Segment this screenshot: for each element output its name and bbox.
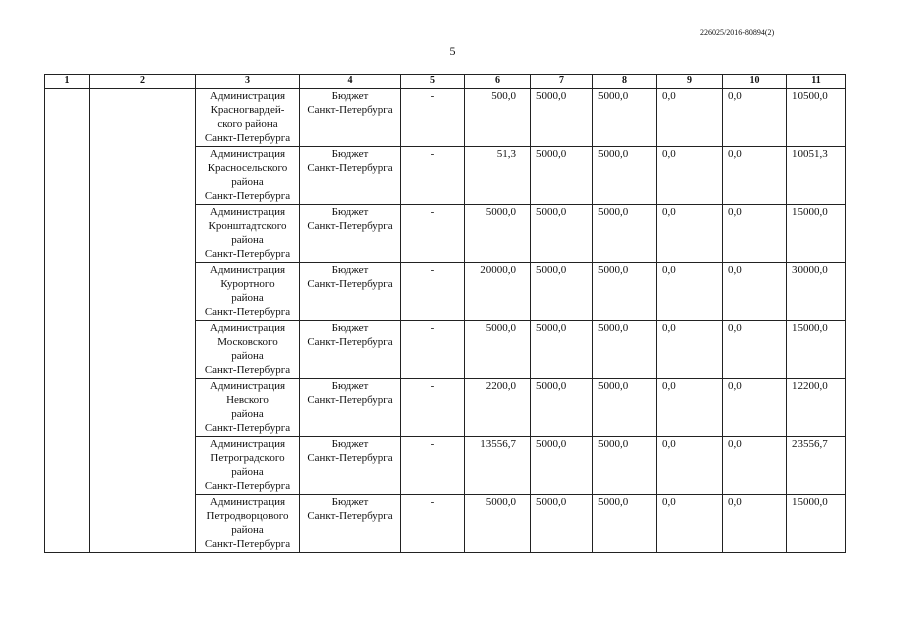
cell-col2 xyxy=(90,437,196,495)
cell-col8: 5000,0 xyxy=(593,379,657,437)
column-header: 1 xyxy=(45,75,90,89)
column-header: 8 xyxy=(593,75,657,89)
table-row xyxy=(45,437,846,495)
cell-organization xyxy=(196,89,300,147)
header-row xyxy=(45,75,846,89)
cell-col9: 0,0 xyxy=(657,495,723,553)
cell-organization xyxy=(196,379,300,437)
budget-table xyxy=(44,74,846,553)
cell-col8: 5000,0 xyxy=(593,263,657,321)
organization-line: Санкт-Петербурга xyxy=(204,248,291,260)
organization-line: Администрация xyxy=(209,206,286,218)
organization-line: Администрация xyxy=(209,438,286,450)
cell-col6: 51,3 xyxy=(465,147,531,205)
column-header: 10 xyxy=(723,75,787,89)
cell-col9: 0,0 xyxy=(657,205,723,263)
cell-col10: 0,0 xyxy=(723,89,787,147)
organization-line: района xyxy=(231,292,264,304)
organization-line: района xyxy=(231,524,264,536)
cell-col1 xyxy=(45,205,90,263)
table-row xyxy=(45,147,846,205)
organization-line: района xyxy=(231,176,264,188)
cell-col5: - xyxy=(401,147,465,205)
organization-line: Санкт-Петербурга xyxy=(204,538,291,550)
cell-col10: 0,0 xyxy=(723,379,787,437)
organization-line: Санкт-Петербурга xyxy=(204,480,291,492)
table-row xyxy=(45,495,846,553)
column-header: 6 xyxy=(465,75,531,89)
table-row xyxy=(45,379,846,437)
cell-col2 xyxy=(90,89,196,147)
organization-line: Администрация xyxy=(209,322,286,334)
funding-source-line: Бюджет xyxy=(331,438,369,450)
organization-line: Санкт-Петербурга xyxy=(204,422,291,434)
funding-source-line: Бюджет xyxy=(331,206,369,218)
cell-col8: 5000,0 xyxy=(593,147,657,205)
cell-col1 xyxy=(45,495,90,553)
cell-col6: 2200,0 xyxy=(465,379,531,437)
cell-col7: 5000,0 xyxy=(531,263,593,321)
cell-col10: 0,0 xyxy=(723,495,787,553)
organization-line: Санкт-Петербурга xyxy=(204,132,291,144)
organization-line: Администрация xyxy=(209,380,286,392)
organization-line: Администрация xyxy=(209,496,286,508)
cell-col6: 5000,0 xyxy=(465,321,531,379)
cell-col10: 0,0 xyxy=(723,263,787,321)
document-id: 226025/2016-80894(2) xyxy=(700,28,775,37)
organization-line: Московского xyxy=(217,336,278,348)
cell-col2 xyxy=(90,147,196,205)
cell-col7: 5000,0 xyxy=(531,321,593,379)
cell-col5: - xyxy=(401,205,465,263)
cell-col2 xyxy=(90,379,196,437)
cell-col5: - xyxy=(401,437,465,495)
funding-source-line: Санкт-Петербурга xyxy=(307,452,393,464)
page-number: 5 xyxy=(449,44,456,58)
cell-col11: 15000,0 xyxy=(787,321,846,379)
cell-col5: - xyxy=(401,263,465,321)
cell-col11: 15000,0 xyxy=(787,205,846,263)
organization-line: района xyxy=(231,466,264,478)
column-header: 2 xyxy=(90,75,196,89)
cell-col9: 0,0 xyxy=(657,379,723,437)
cell-col7: 5000,0 xyxy=(531,379,593,437)
cell-col7: 5000,0 xyxy=(531,147,593,205)
cell-organization xyxy=(196,205,300,263)
table-row xyxy=(45,263,846,321)
cell-col1 xyxy=(45,379,90,437)
organization-line: района xyxy=(231,350,264,362)
cell-col7: 5000,0 xyxy=(531,495,593,553)
cell-organization xyxy=(196,321,300,379)
cell-funding-source xyxy=(300,495,401,553)
cell-col8: 5000,0 xyxy=(593,89,657,147)
cell-funding-source xyxy=(300,321,401,379)
column-header: 11 xyxy=(787,75,846,89)
cell-col9: 0,0 xyxy=(657,263,723,321)
cell-organization xyxy=(196,437,300,495)
organization-line: Невского xyxy=(226,394,269,406)
cell-col7: 5000,0 xyxy=(531,89,593,147)
cell-funding-source xyxy=(300,437,401,495)
cell-col10: 0,0 xyxy=(723,437,787,495)
cell-col1 xyxy=(45,321,90,379)
cell-col5: - xyxy=(401,495,465,553)
funding-source-line: Санкт-Петербурга xyxy=(307,162,393,174)
funding-source-line: Бюджет xyxy=(331,496,369,508)
funding-source-line: Санкт-Петербурга xyxy=(307,278,393,290)
table-row xyxy=(45,321,846,379)
cell-col2 xyxy=(90,321,196,379)
organization-line: Санкт-Петербурга xyxy=(204,306,291,318)
organization-line: Красногвардей- xyxy=(210,104,285,116)
cell-col6: 13556,7 xyxy=(465,437,531,495)
funding-source-line: Санкт-Петербурга xyxy=(307,336,393,348)
cell-col11: 12200,0 xyxy=(787,379,846,437)
cell-col2 xyxy=(90,205,196,263)
cell-col5: - xyxy=(401,379,465,437)
cell-col1 xyxy=(45,263,90,321)
cell-funding-source xyxy=(300,147,401,205)
cell-col6: 5000,0 xyxy=(465,495,531,553)
cell-organization xyxy=(196,495,300,553)
cell-col10: 0,0 xyxy=(723,147,787,205)
funding-source-line: Санкт-Петербурга xyxy=(307,104,393,116)
cell-col9: 0,0 xyxy=(657,437,723,495)
cell-col11: 15000,0 xyxy=(787,495,846,553)
cell-col5: - xyxy=(401,89,465,147)
organization-line: Курортного xyxy=(220,278,275,290)
cell-col2 xyxy=(90,263,196,321)
funding-source-line: Бюджет xyxy=(331,264,369,276)
funding-source-line: Бюджет xyxy=(331,380,369,392)
cell-organization xyxy=(196,263,300,321)
cell-col8: 5000,0 xyxy=(593,321,657,379)
cell-col8: 5000,0 xyxy=(593,495,657,553)
cell-col2 xyxy=(90,495,196,553)
organization-line: Администрация xyxy=(209,90,286,102)
cell-col6: 500,0 xyxy=(465,89,531,147)
cell-organization xyxy=(196,147,300,205)
organization-line: Санкт-Петербурга xyxy=(204,364,291,376)
column-header: 5 xyxy=(401,75,465,89)
cell-col5: - xyxy=(401,321,465,379)
organization-line: Красносельского xyxy=(207,162,288,174)
table-row xyxy=(45,89,846,147)
organization-line: ского района xyxy=(217,118,278,130)
cell-col9: 0,0 xyxy=(657,147,723,205)
funding-source-line: Бюджет xyxy=(331,322,369,334)
funding-source-line: Санкт-Петербурга xyxy=(307,220,393,232)
organization-line: Администрация xyxy=(209,148,286,160)
organization-line: Петродворцового xyxy=(206,510,289,522)
column-header: 4 xyxy=(300,75,401,89)
column-header: 9 xyxy=(657,75,723,89)
cell-col8: 5000,0 xyxy=(593,205,657,263)
cell-col9: 0,0 xyxy=(657,89,723,147)
funding-source-line: Бюджет xyxy=(331,148,369,160)
cell-funding-source xyxy=(300,205,401,263)
cell-col11: 10500,0 xyxy=(787,89,846,147)
cell-col9: 0,0 xyxy=(657,321,723,379)
column-header: 7 xyxy=(531,75,593,89)
organization-line: района xyxy=(231,408,264,420)
cell-col1 xyxy=(45,437,90,495)
organization-line: района xyxy=(231,234,264,246)
cell-funding-source xyxy=(300,379,401,437)
cell-funding-source xyxy=(300,263,401,321)
cell-col7: 5000,0 xyxy=(531,205,593,263)
cell-col8: 5000,0 xyxy=(593,437,657,495)
cell-col7: 5000,0 xyxy=(531,437,593,495)
funding-source-line: Санкт-Петербурга xyxy=(307,394,393,406)
organization-line: Санкт-Петербурга xyxy=(204,190,291,202)
column-header: 3 xyxy=(196,75,300,89)
cell-col6: 5000,0 xyxy=(465,205,531,263)
cell-col11: 23556,7 xyxy=(787,437,846,495)
cell-col10: 0,0 xyxy=(723,205,787,263)
cell-col10: 0,0 xyxy=(723,321,787,379)
organization-line: Кронштадтского xyxy=(208,220,287,232)
cell-col1 xyxy=(45,89,90,147)
cell-col11: 10051,3 xyxy=(787,147,846,205)
organization-line: Администрация xyxy=(209,264,286,276)
funding-source-line: Бюджет xyxy=(331,90,369,102)
organization-line: Петроградского xyxy=(210,452,285,464)
cell-col1 xyxy=(45,147,90,205)
cell-funding-source xyxy=(300,89,401,147)
table-row xyxy=(45,205,846,263)
cell-col6: 20000,0 xyxy=(465,263,531,321)
funding-source-line: Санкт-Петербурга xyxy=(307,510,393,522)
cell-col11: 30000,0 xyxy=(787,263,846,321)
